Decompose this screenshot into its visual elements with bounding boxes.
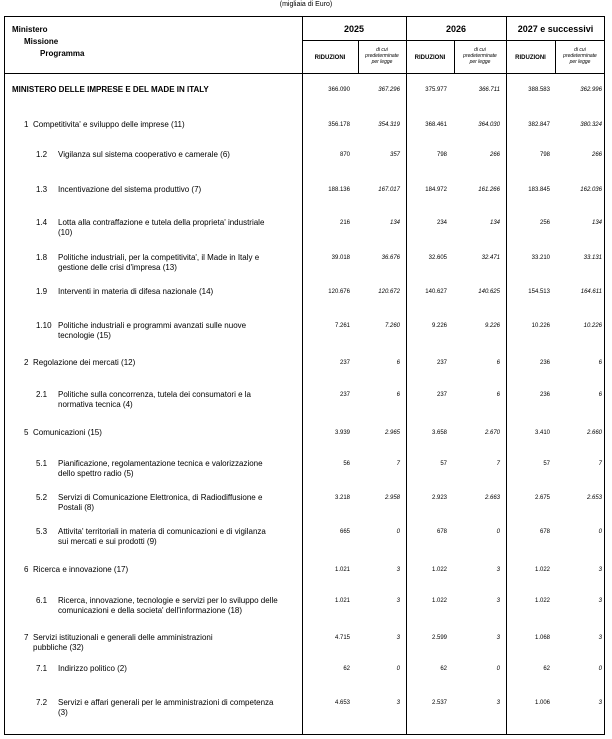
cell-riduzioni: 237 [339,360,350,366]
cell-di-cui: 161.266 [478,187,500,193]
row-code: 6 [24,565,29,574]
row-code: 7.1 [36,664,48,673]
cell-di-cui: 33.131 [583,255,602,261]
cell-riduzioni: 870 [339,152,350,158]
row-label-continued: (3) [58,708,68,717]
cell-riduzioni: 154.513 [528,289,550,295]
cell-riduzioni: 62 [543,666,550,672]
cell-riduzioni: 3.658 [431,430,447,436]
cell-riduzioni: 368.461 [425,122,447,128]
cell-di-cui: 164.611 [580,289,602,295]
cell-riduzioni: 2.675 [534,495,550,501]
row-code: 5.3 [36,527,48,536]
cell-di-cui: 2.653 [586,495,602,501]
row-code: 5.1 [36,459,48,468]
cell-di-cui: 3 [396,567,400,573]
cell-di-cui: 10.226 [583,323,602,329]
row-code: 6.1 [36,596,48,605]
cell-riduzioni: 1.022 [431,567,447,573]
row-label: Ricerca, innovazione, tecnologie e servizi per lo sviluppo delle [58,596,278,605]
cell-riduzioni: 3.939 [334,430,350,436]
row-label: Vigilanza sul sistema cooperativo e camerale (6) [58,150,230,159]
row-label-continued: comunicazioni e della societa' dell'informazione (18) [58,606,243,615]
cell-di-cui: 3 [598,598,602,604]
cell-di-cui: 7 [598,461,602,467]
row-label: Interventi in materia di difesa nazionale (14) [58,287,214,296]
cell-riduzioni: 10.226 [531,323,550,329]
row-code: 1.8 [36,253,48,262]
header-missione: Missione [24,37,59,46]
cell-di-cui: 2.965 [384,430,400,436]
cell-riduzioni: 1.022 [534,567,550,573]
cell-riduzioni: 39.018 [331,255,350,261]
row-label: Servizi di Comunicazione Elettronica, di Radiodiffusione e [58,493,263,502]
cell-riduzioni: 234 [436,220,447,226]
row-code: 1.10 [36,321,52,330]
cell-riduzioni: 56 [343,461,350,467]
cell-riduzioni: 256 [539,220,550,226]
cell-riduzioni: 2.537 [431,700,447,706]
cell-riduzioni: 382.847 [528,122,550,128]
row-label: Attivita' territoriali in materia di comunicazioni e di vigilanza [58,527,266,536]
row-code: 1.4 [36,218,48,227]
year-2027: 2027 e successivi [517,24,594,34]
row-code: 7.2 [36,698,48,707]
cell-di-cui: 0 [496,529,500,535]
row-label-continued: Postali (8) [58,503,95,512]
cell-di-cui: 134 [389,220,400,226]
cell-di-cui: 2.663 [484,495,500,501]
cell-riduzioni: 57 [440,461,447,467]
cell-di-cui: 0 [598,666,602,672]
cell-riduzioni: 237 [436,360,447,366]
cell-di-cui: 0 [496,666,500,672]
col-di-cui: di cui predeterminate per legge [365,47,399,65]
cell-di-cui: 3 [598,635,602,641]
cell-di-cui: 9.226 [484,323,500,329]
cell-riduzioni: 356.178 [328,122,350,128]
cell-di-cui: 2.958 [384,495,400,501]
row-code: 5 [24,428,29,437]
cell-di-cui: 3 [396,700,400,706]
cell-riduzioni: 237 [436,392,447,398]
cell-di-cui: 357 [389,152,400,158]
row-label: Politiche sulla concorrenza, tutela dei consumatori e la [58,390,251,399]
cell-di-cui: 354.319 [378,122,400,128]
cell-riduzioni: 4.653 [334,700,350,706]
row-code: 1.2 [36,150,48,159]
col-riduzioni: RIDUZIONI [414,55,446,61]
cell-riduzioni: 188.136 [328,187,350,193]
cell-di-cui: 0 [598,529,602,535]
cell-riduzioni: 62 [343,666,350,672]
cell-riduzioni: 375.977 [425,87,447,93]
cell-riduzioni: 7.261 [334,323,350,329]
cell-riduzioni: 1.021 [334,598,350,604]
cell-riduzioni: 3.218 [334,495,350,501]
cell-riduzioni: 1.021 [334,567,350,573]
row-label-continued: sui mercati e sui prodotti (9) [58,537,157,546]
unit-caption: (migliaia di Euro) [279,1,333,8]
header-ministero: Ministero [12,25,48,34]
cell-riduzioni: 2.599 [431,635,447,641]
row-code: 7 [24,633,29,642]
cell-riduzioni: 62 [440,666,447,672]
cell-di-cui: 3 [496,635,500,641]
cell-di-cui: 167.017 [378,187,400,193]
cell-di-cui: 140.625 [478,289,500,295]
cell-di-cui: 364.030 [478,122,500,128]
cell-di-cui: 367.296 [378,87,400,93]
cell-di-cui: 362.996 [580,87,602,93]
cell-riduzioni: 183.845 [528,187,550,193]
col-riduzioni: RIDUZIONI [314,55,346,61]
row-label-continued: gestione delle crisi d'impresa (13) [58,263,177,272]
row-label: Ricerca e innovazione (17) [33,565,129,574]
cell-di-cui: 6 [496,360,500,366]
row-label-continued: dello spettro radio (5) [58,469,134,478]
row-label: Regolazione dei mercati (12) [33,358,136,367]
year-2025: 2025 [343,24,365,34]
cell-riduzioni: 33.210 [531,255,550,261]
cell-riduzioni: 1.022 [534,598,550,604]
cell-riduzioni: 1.022 [431,598,447,604]
cell-riduzioni: 237 [339,392,350,398]
row-label: Politiche industriali, per la competitivita', il Made in Italy e [58,253,260,262]
cell-di-cui: 380.324 [580,122,602,128]
cell-riduzioni: 4.715 [334,635,350,641]
cell-di-cui: 2.660 [586,430,602,436]
row-label: Competitivita' e sviluppo delle imprese (11) [33,120,185,129]
cell-riduzioni: 216 [339,220,350,226]
cell-riduzioni: 236 [539,360,550,366]
cell-di-cui: 3 [496,598,500,604]
cell-di-cui: 6 [396,392,400,398]
cell-di-cui: 6 [598,392,602,398]
year-2026: 2026 [445,24,467,34]
cell-riduzioni: 1.006 [534,700,550,706]
cell-di-cui: 3 [496,567,500,573]
cell-di-cui: 3 [598,567,602,573]
col-di-cui: di cui predeterminate per legge [563,47,597,65]
cell-di-cui: 7 [396,461,400,467]
row-label: Lotta alla contraffazione e tutela della proprieta' industriale [58,218,265,227]
cell-riduzioni: 184.972 [425,187,447,193]
row-code: 1 [24,120,29,129]
cell-riduzioni: 57 [543,461,550,467]
cell-di-cui: 3 [396,635,400,641]
cell-di-cui: 120.672 [378,289,400,295]
row-label-continued: (10) [58,228,73,237]
cell-di-cui: 0 [396,666,400,672]
cell-di-cui: 266 [591,152,602,158]
cell-riduzioni: 665 [339,529,350,535]
row-code: 5.2 [36,493,48,502]
row-label-continued: pubbliche (32) [33,643,84,652]
cell-di-cui: 134 [489,220,500,226]
row-label: Servizi istituzionali e generali delle amministrazioni [33,633,213,642]
cell-di-cui: 162.036 [580,187,602,193]
row-label: Politiche industriali e programmi avanzati sulle nuove [58,321,247,330]
cell-di-cui: 3 [598,700,602,706]
row-label: Servizi e affari generali per le amministrazioni di competenza [58,698,274,707]
row-label-continued: tecnologie (15) [58,331,111,340]
cell-riduzioni: 236 [539,392,550,398]
header-programma: Programma [40,49,85,58]
cell-di-cui: 366.711 [478,87,500,93]
row-label: Indirizzo politico (2) [58,664,127,673]
cell-riduzioni: 2.923 [431,495,447,501]
cell-di-cui: 0 [396,529,400,535]
cell-riduzioni: 798 [539,152,550,158]
row-label-continued: normativa tecnica (4) [58,400,133,409]
cell-di-cui: 6 [396,360,400,366]
cell-di-cui: 7 [496,461,500,467]
col-riduzioni: RIDUZIONI [515,55,546,61]
cell-riduzioni: 120.676 [328,289,350,295]
cell-riduzioni: 678 [539,529,550,535]
row-code: 1.3 [36,185,48,194]
row-label: MINISTERO DELLE IMPRESE E DEL MADE IN ITALY [12,85,209,94]
cell-riduzioni: 678 [436,529,447,535]
cell-di-cui: 7.260 [384,323,400,329]
cell-riduzioni: 366.090 [328,87,350,93]
cell-riduzioni: 140.627 [425,289,447,295]
row-code: 1.9 [36,287,48,296]
cell-di-cui: 266 [489,152,500,158]
cell-di-cui: 6 [496,392,500,398]
cell-di-cui: 36.676 [381,255,400,261]
cell-riduzioni: 9.226 [431,323,447,329]
row-label: Comunicazioni (15) [33,428,102,437]
row-label: Pianificazione, regolamentazione tecnica e valorizzazione [58,459,263,468]
row-code: 2 [24,358,29,367]
cell-riduzioni: 3.410 [534,430,550,436]
row-code: 2.1 [36,390,48,399]
cell-riduzioni: 32.605 [428,255,447,261]
cell-riduzioni: 1.068 [534,635,550,641]
cell-di-cui: 3 [496,700,500,706]
cell-riduzioni: 388.583 [528,87,550,93]
cell-di-cui: 3 [396,598,400,604]
row-label: Incentivazione del sistema produttivo (7) [58,185,202,194]
cell-di-cui: 2.670 [484,430,500,436]
cell-di-cui: 6 [598,360,602,366]
cell-di-cui: 32.471 [481,255,500,261]
col-di-cui: di cui predeterminate per legge [463,47,497,65]
cell-di-cui: 134 [591,220,602,226]
cell-riduzioni: 798 [436,152,447,158]
